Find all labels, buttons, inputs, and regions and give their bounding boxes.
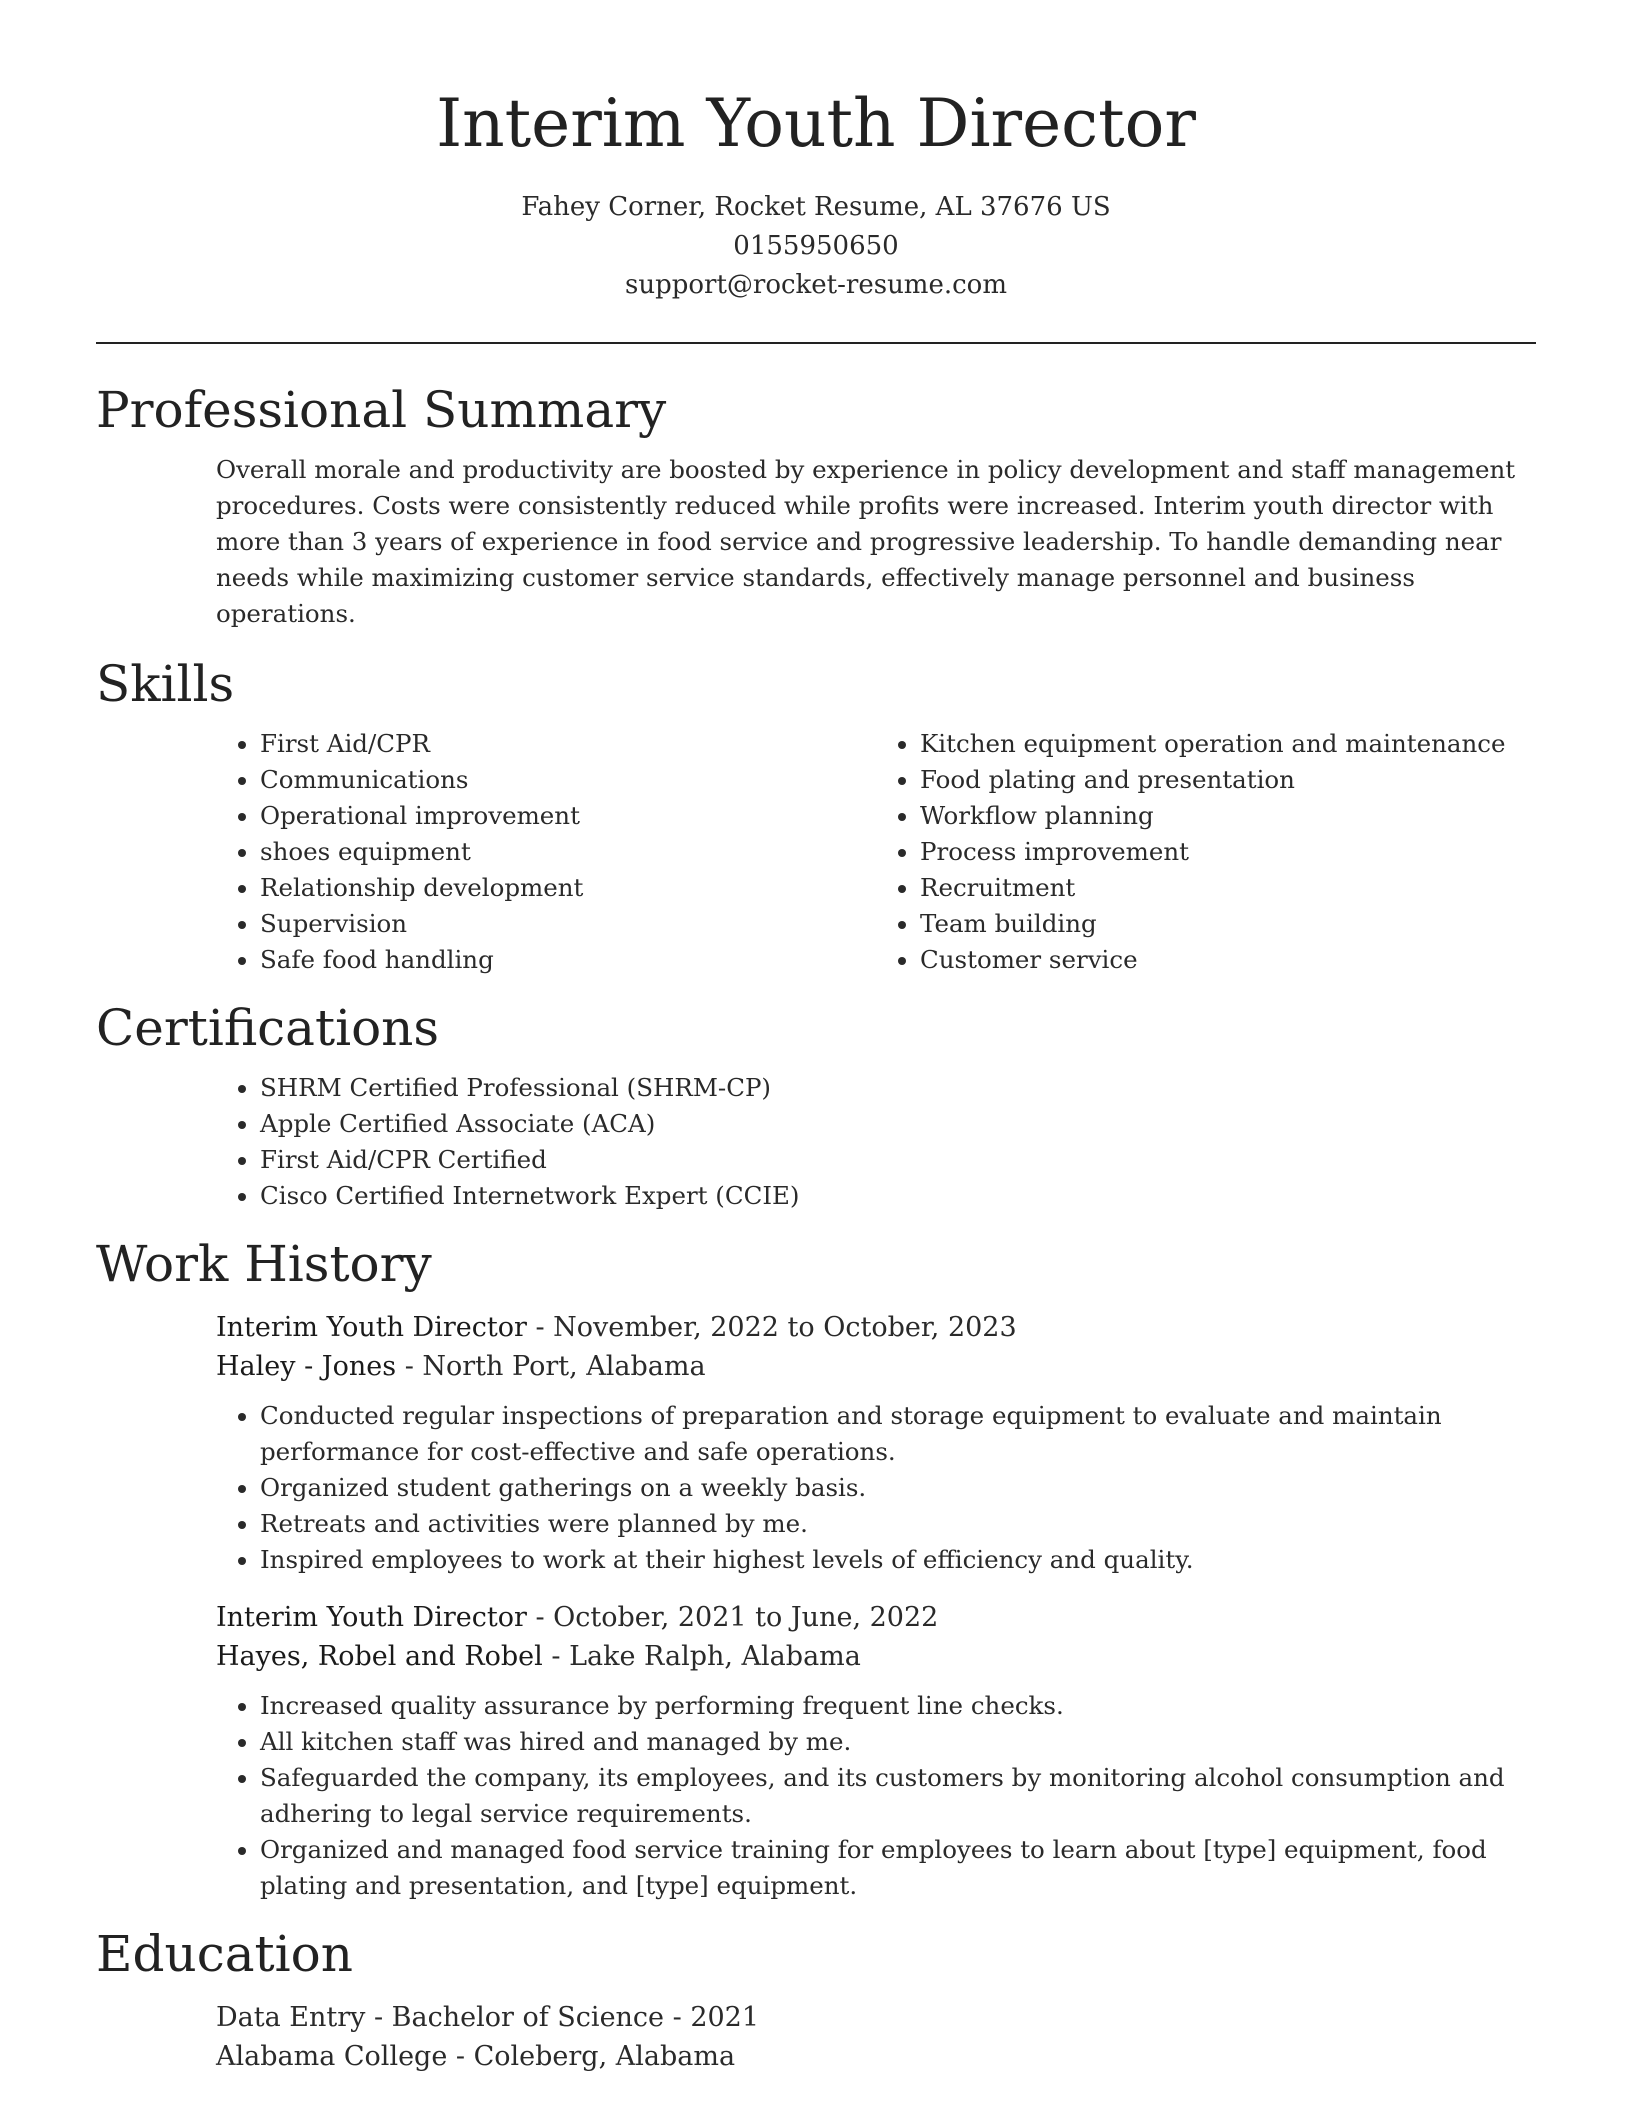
education-heading: Education bbox=[96, 1925, 353, 1983]
job-bullet: • Organized and managed food service training for employees to learn about [type] equipment, food plating and presentation, and [type] equipment. bbox=[260, 1832, 1536, 1904]
contact-email: support@rocket-resume.com bbox=[624, 269, 1007, 300]
skill-item: • Supervision bbox=[260, 906, 876, 942]
certifications-heading: Certifications bbox=[96, 999, 440, 1057]
skill-item: • Kitchen equipment operation and maintenance bbox=[920, 726, 1536, 762]
skill-item: • Customer service bbox=[920, 942, 1536, 978]
job-bullet: • All kitchen staff was hired and managed by me. bbox=[260, 1724, 1536, 1760]
job-bullets bbox=[216, 1688, 1536, 1904]
contact-phone: 0155950650 bbox=[733, 230, 899, 261]
contact-address: Fahey Corner, Rocket Resume, AL 37676 US bbox=[521, 191, 1111, 222]
work-history-heading: Work History bbox=[96, 1235, 432, 1293]
job-title-line bbox=[216, 1308, 1536, 1347]
job-bullet: • Inspired employees to work at their highest levels of efficiency and quality. bbox=[260, 1542, 1536, 1578]
job-dates: - October, 2021 to June, 2022 bbox=[526, 1602, 939, 1633]
certification-item: • Apple Certified Associate (ACA) bbox=[260, 1106, 1536, 1142]
skill-item: • shoes equipment bbox=[260, 834, 876, 870]
certification-item: • SHRM Certified Professional (SHRM-CP) bbox=[260, 1070, 1536, 1106]
job-location: - North Port, Alabama bbox=[396, 1351, 706, 1382]
skills-columns bbox=[216, 726, 1536, 978]
job-bullets bbox=[216, 1398, 1536, 1578]
certifications-list bbox=[216, 1070, 1536, 1214]
skills-section bbox=[96, 654, 1536, 978]
candidate-name: Interim Youth Director bbox=[436, 85, 1196, 162]
certification-item: • First Aid/CPR Certified bbox=[260, 1142, 1536, 1178]
resume-body bbox=[96, 380, 1536, 2076]
summary-text: Overall morale and productivity are boosted by experience in policy development and staff management procedures. Costs were consistently reduced while profits were increased. Interim youth director with more than 3 years of experience in food service and progressive leadership. To handle demanding near needs while maximizing customer service standards, effectively manage personnel and business operations. bbox=[216, 455, 1516, 628]
job-title-line bbox=[216, 1598, 1536, 1637]
skill-item: • Recruitment bbox=[920, 870, 1536, 906]
education-section bbox=[96, 1924, 1536, 2076]
skill-item: • Safe food handling bbox=[260, 942, 876, 978]
job-company-line bbox=[216, 1347, 1536, 1386]
certification-item: • Cisco Certified Internetwork Expert (CCIE) bbox=[260, 1178, 1536, 1214]
job-dates: - November, 2022 to October, 2023 bbox=[526, 1312, 1017, 1343]
resume-header bbox=[0, 0, 1632, 305]
job-role: Interim Youth Director bbox=[216, 1602, 527, 1633]
job-bullet: • Organized student gatherings on a weekly basis. bbox=[260, 1470, 1536, 1506]
skill-item: • Workflow planning bbox=[920, 798, 1536, 834]
job-location: - Lake Ralph, Alabama bbox=[542, 1641, 861, 1672]
skill-item: • Team building bbox=[920, 906, 1536, 942]
skill-item: • Process improvement bbox=[920, 834, 1536, 870]
skill-item: • Operational improvement bbox=[260, 798, 876, 834]
job-entry bbox=[216, 1308, 1536, 1578]
skill-item: • Relationship development bbox=[260, 870, 876, 906]
job-role: Interim Youth Director bbox=[216, 1312, 527, 1343]
skills-list-right bbox=[876, 726, 1536, 978]
job-company: Haley - Jones bbox=[216, 1351, 397, 1382]
education-degree: Data Entry - Bachelor of Science - 2021 bbox=[216, 2002, 760, 2033]
skills-list-left bbox=[216, 726, 876, 978]
summary-heading: Professional Summary bbox=[96, 381, 667, 439]
job-company: Hayes, Robel and Robel bbox=[216, 1641, 543, 1672]
summary-section bbox=[96, 380, 1536, 632]
skills-heading: Skills bbox=[96, 655, 235, 713]
skill-item: • Food plating and presentation bbox=[920, 762, 1536, 798]
job-bullet: • Increased quality assurance by performing frequent line checks. bbox=[260, 1688, 1536, 1724]
education-entry bbox=[216, 1998, 1536, 2076]
skill-item: • Communications bbox=[260, 762, 876, 798]
certifications-section bbox=[96, 998, 1536, 1214]
job-company-line bbox=[216, 1637, 1536, 1676]
job-bullet: • Retreats and activities were planned by me. bbox=[260, 1506, 1536, 1542]
header-divider bbox=[96, 342, 1536, 344]
work-history-section bbox=[96, 1234, 1536, 1904]
education-school: Alabama College - Coleberg, Alabama bbox=[216, 2041, 736, 2072]
job-bullet: • Safeguarded the company, its employees, and its customers by monitoring alcohol consumption and adhering to legal service requirements. bbox=[260, 1760, 1536, 1832]
skill-item: • First Aid/CPR bbox=[260, 726, 876, 762]
job-bullet: • Conducted regular inspections of preparation and storage equipment to evaluate and maintain performance for cost-effective and safe operations. bbox=[260, 1398, 1536, 1470]
job-entry bbox=[216, 1598, 1536, 1904]
